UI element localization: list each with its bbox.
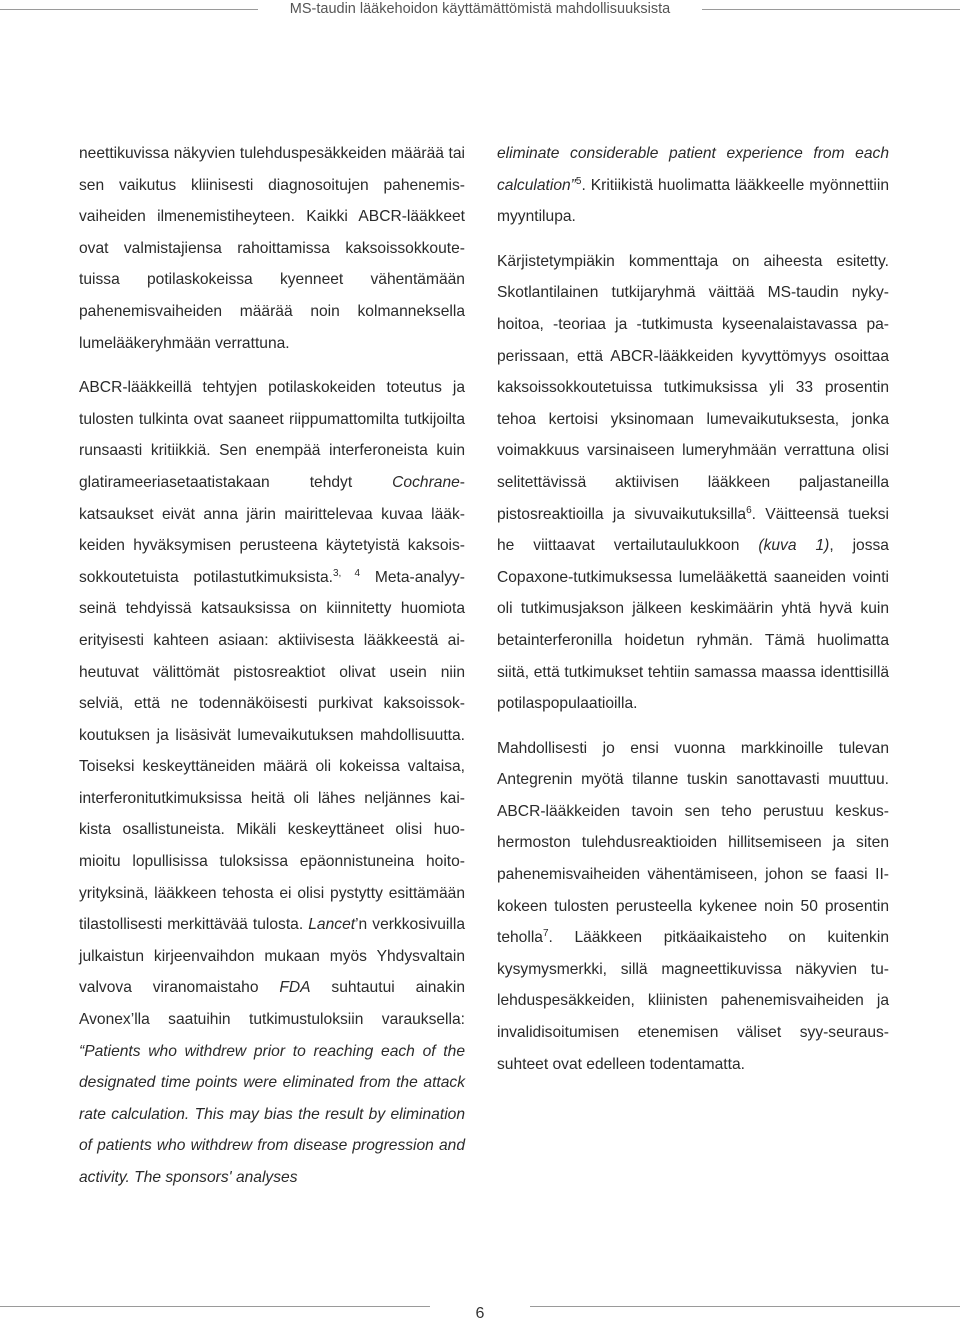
text-run: Mahdollisesti jo ensi vuonna markkinoille tulevan Antegrenin myötä tilanne tuskin sanottavasti muuttuu. ABCR-lääkkeiden tavoin sen teho perustuu keskushermoston tulehdusreaktioiden hillitsemiseen ja siten pahenemisvaiheiden vähentämiseen, johon se faasi II-kokeen tulosten perusteella kykenee noin 50 prosentin teholla (497, 739, 889, 947)
right-paragraph-3 (497, 733, 889, 1081)
text-run: ABCR-lääkkeillä tehtyjen potilaskokeiden toteutus ja tulosten tulkinta ovat saaneet riippumattomilta tutkijoilta runsaasti kritiikkiä. Sen enempää interferoneista kuin glatirameeriasetaatistakaan tehdyt (79, 379, 465, 491)
reference-marker: 7 (542, 928, 549, 940)
text-run: -katsaukset eivät anna järin mairittelevaa kuvaa lääkkeiden hyväksymisen perusteena käytetyistä kaksoissokkoutetuista potilastutkimuksista. (79, 473, 465, 586)
right-paragraph-1 (497, 138, 889, 233)
left-column (79, 138, 465, 1194)
running-header: MS-taudin lääkehoidon käyttämättömistä mahdollisuuksista (289, 1, 671, 17)
fda-term: FDA (279, 979, 311, 997)
header-rule-right (702, 9, 960, 10)
text-run: . Kritiikistä huolimatta lääkkeelle myönnettiin myyntilupa. (497, 176, 889, 226)
lancet-term: Lancet (308, 916, 356, 934)
text-run: , jossa Copaxone-tutkimuksessa lumelääkettä saaneiden vointi oli tutkimusjakson jälkeen keskimäärin yhtä hyvä kuin betainterferonilla hoidetun ryhmän. Tämä huolimatta siitä, että tutkimukset tehtiin samassa maassa identtisillä potilaspopulaatioilla. (497, 537, 889, 713)
figure-reference: (kuva 1) (758, 537, 830, 555)
text-run: Kärjistetympiäkin kommenttaja on aiheesta esitetty. Skotlantilainen tutkijaryhmä väittää MS-taudin nykyhoitoa, -teoriaa ja -tutkimusta kyseenalaistavassa paperissaan, että ABCR-lääkkeiden kyvyttömyys osoittaa kaksoissokkoutetuissa tutkimuksissa yli 33 prosentin tehoa kertoisi yksinomaan lumevaikutuksesta, jonka voimakkuus varsinaiseen lumeryhmään verrattuna olisi selitettävissä aktiivisen lääkkeen paljastaneilla pistosreaktioilla ja sivuvaikutuksilla (497, 252, 889, 523)
left-paragraph-1: neettikuvissa näkyvien tulehduspesäkkeiden määrää tai sen vaikutus kliinisesti diagnosoitujen pahenemisvaiheiden ilmenemistiheyteen. Kaikki ABCR-lääkkeet ovat valmistajiensa rahoittamissa kaksoissokkoutetuissa potilaskokeissa kyenneet vähentämään pahenemisvaiheiden määrää noin kolmanneksella lumelääkeryhmään verrattuna. (79, 145, 465, 352)
text-run: . Väitteensä tueksi he viittaavat vertailutaulukkoon (497, 505, 889, 555)
page-number: 6 (475, 1305, 485, 1322)
text-run: . Lääkkeen pitkäaikaisteho on kuitenkin kysymysmerkki, sillä magneettikuvissa näkyvien tulehduspesäkkeiden, kliinisten pahenemisvaiheiden ja invalidisoitumisen etenemisen väliset syy-seuraussuhteet ovat edelleen todentamatta. (497, 929, 889, 1073)
fda-quote-continued: eliminate considerable patient experience from each calculation” (497, 145, 889, 194)
fda-quote: “Patients who withdrew prior to reaching each of the designated time points were eliminated from the attack rate calculation. This may bias the result by elimination of patients who withdrew from disease progression and activity. The sponsors' analyses (79, 1042, 465, 1186)
right-column (497, 138, 889, 1080)
text-run: ’n verkkosivuilla julkaistun kirjeenvaihdon mukaan myös Yhdysvaltain valvova viranomaistaho (79, 916, 465, 997)
text-run: Meta-analyyseinä tehdyissä katsauksissa on kiinnitetty huomiota erityisesti kahteen asiaan: aktiivisesta lääkkeestä aiheutuvat välittömät pistosreaktiot olivat usein niin selviä, että ne todennäköisesti purkivat kaksoissokkoutuksen ja lisäsivät lumevaikutuksen mahdollisuutta. Toiseksi keskeyttäneiden määrä oli kokeissa valtaisa, interferonitutkimuksissa heitä oli lähes neljännes kaikista osallistuneista. Mikäli keskeyttäneet olisi huomioitu lopullisissa tuloksissa epäonnistuneina hoitoyrityksinä, lääkkeen tehosta ei olisi pystytty esittämään tilastollisesti merkittävää tulosta. (79, 568, 465, 934)
right-paragraph-2 (497, 246, 889, 720)
left-paragraph-2 (79, 372, 465, 1193)
reference-marker: 3, 4 (332, 567, 361, 579)
reference-marker: 5 (575, 175, 582, 187)
footer-rule-right (530, 1306, 960, 1307)
cochrane-term: Cochrane (392, 473, 460, 491)
reference-marker: 6 (746, 504, 752, 516)
text-run: suhtautui ainakin Avonex’lla saatuihin tutkimustuloksiin varauksella: (79, 979, 465, 1029)
